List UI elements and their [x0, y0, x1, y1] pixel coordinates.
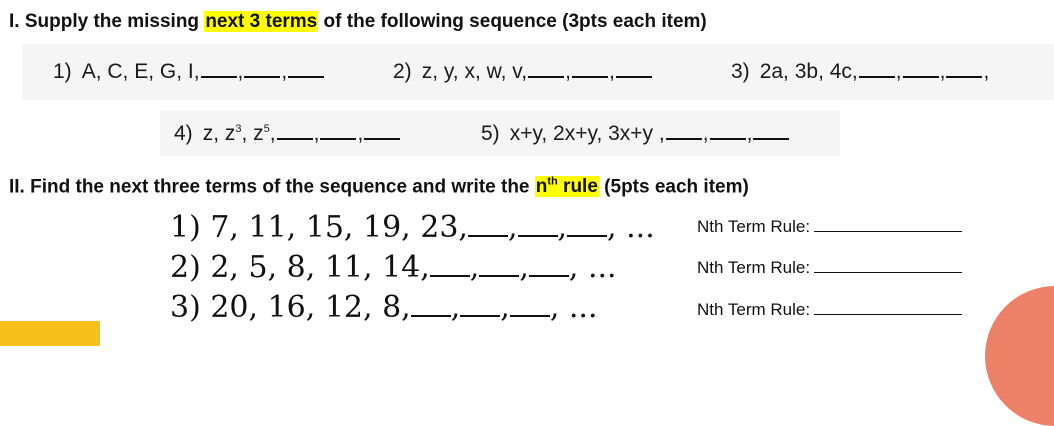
rule-answer-line[interactable] [814, 258, 962, 273]
answer-blank[interactable] [479, 253, 519, 277]
item-number: 4) [174, 122, 193, 145]
part1-item-1: 1) A, C, E, G, I, , , [53, 58, 325, 84]
item-sequence: A, C, E, G, I, [81, 60, 200, 83]
salmon-circle-decoration [985, 286, 1054, 426]
part1-heading [9, 11, 707, 33]
part1-item-3: 3) 2a, 3b, 4c, , , , [731, 60, 990, 83]
item-sequence: 2a, 3b, 4c, [759, 60, 858, 83]
item-number: 1) [170, 210, 201, 245]
answer-blank[interactable] [411, 293, 451, 317]
answer-blank[interactable] [903, 58, 939, 78]
ellipsis: ... [568, 290, 598, 325]
answer-blank[interactable] [616, 58, 652, 78]
part2-heading-text: II. Find the next three terms of the sequence and write the [9, 176, 535, 198]
answer-blank[interactable] [288, 58, 324, 78]
rule-answer-line[interactable] [814, 217, 962, 232]
exponent: 3 [235, 123, 242, 135]
orange-bar-decoration [0, 321, 100, 346]
rule-label: Nth Term Rule: [697, 217, 811, 236]
answer-blank[interactable] [430, 253, 470, 277]
item-number: 2) [170, 250, 201, 285]
nth-n: n [535, 176, 548, 198]
part2-item-3: 3) 20, 16, 12, 8, , , , ... [170, 290, 598, 325]
item-sequence-mid: , z [241, 122, 264, 145]
answer-blank[interactable] [753, 120, 789, 140]
answer-blank[interactable] [529, 253, 569, 277]
nth-rule-2 [697, 258, 962, 278]
answer-blank[interactable] [244, 58, 280, 78]
item-sequence-end: , [269, 122, 276, 145]
rule-label: Nth Term Rule: [697, 258, 811, 277]
item-sequence: 7, 11, 15, 19, 23, [210, 210, 468, 245]
nth-sup: th [547, 176, 558, 188]
item-sequence: z, y, x, w, v, [421, 60, 528, 83]
answer-blank[interactable] [946, 58, 982, 78]
rule-answer-line[interactable] [814, 300, 962, 315]
answer-blank[interactable] [528, 58, 564, 78]
answer-blank[interactable] [710, 120, 746, 140]
item-number: 1) [53, 60, 72, 83]
item-sequence: x+y, 2x+y, 3x+y , [509, 122, 665, 145]
answer-blank[interactable] [277, 120, 313, 140]
item-number: 3) [731, 60, 750, 83]
answer-blank[interactable] [320, 120, 356, 140]
answer-blank[interactable] [201, 58, 237, 78]
ellipsis: ... [587, 250, 617, 285]
answer-blank[interactable] [572, 58, 608, 78]
answer-blank[interactable] [567, 213, 607, 237]
item-sequence: z, z [202, 122, 236, 145]
answer-blank[interactable] [510, 293, 550, 317]
item-number: 3) [170, 290, 201, 325]
part2-item-2: 2) 2, 5, 8, 11, 14, , , , ... [170, 250, 617, 285]
part1-item-4: 4) z, $z^3$, $z^5$, , , [174, 120, 401, 146]
answer-blank[interactable] [518, 213, 558, 237]
exponent: 5 [263, 123, 270, 135]
rule-label: Nth Term Rule: [697, 300, 811, 319]
part2-heading-suffix: (5pts each item) [598, 176, 749, 198]
part1-heading-suffix: of the following sequence (3pts each item) [318, 11, 707, 32]
nth-rule-1 [697, 217, 962, 237]
answer-blank[interactable] [364, 120, 400, 140]
nth-rule-3 [697, 300, 962, 320]
part1-heading-highlight: next 3 terms [205, 11, 318, 32]
ellipsis: ... [626, 210, 655, 245]
part2-heading-highlight [535, 176, 599, 197]
part1-item-2: 2) z, y, x, w, v, , , [393, 58, 653, 84]
item-sequence: 20, 16, 12, 8, [210, 290, 411, 325]
item-sequence: 2, 5, 8, 11, 14, [210, 250, 430, 285]
nth-rule: rule [557, 176, 598, 198]
part1-heading-text: I. Supply the missing [9, 11, 205, 32]
part1-item-5: 5) x+y, 2x+y, 3x+y , , , [481, 120, 790, 146]
answer-blank[interactable] [666, 120, 702, 140]
part2-item-1: 1) 7, 11, 15, 19, 23, , , , ... [170, 210, 655, 245]
item-number: 2) [393, 60, 412, 83]
part2-heading [9, 176, 749, 198]
answer-blank[interactable] [468, 213, 508, 237]
answer-blank[interactable] [859, 58, 895, 78]
answer-blank[interactable] [460, 293, 500, 317]
item-number: 5) [481, 122, 500, 145]
